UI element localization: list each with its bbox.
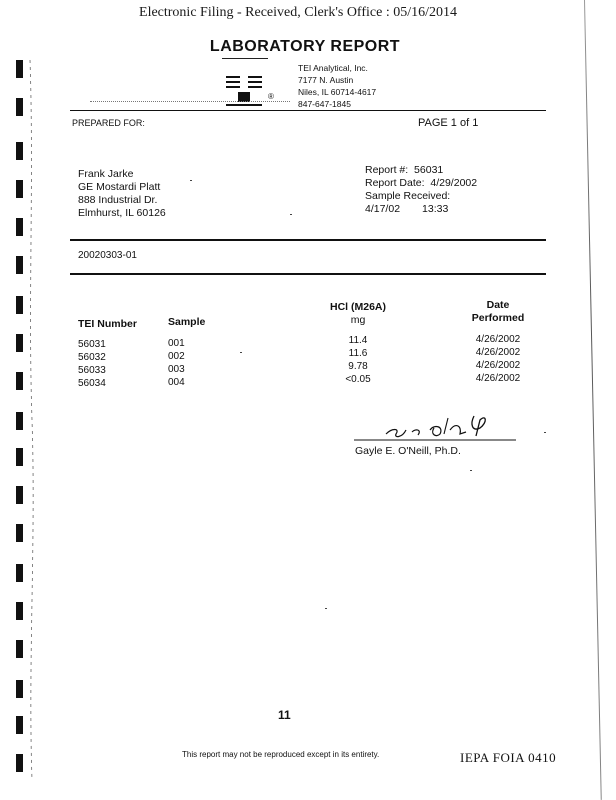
scan-speck <box>544 432 546 433</box>
report-date-label: Report Date: <box>365 177 425 189</box>
scan-speck <box>325 608 327 609</box>
lab-info <box>298 62 376 110</box>
cell-date: 4/26/2002 <box>475 373 521 384</box>
received-date: 4/17/02 <box>365 203 401 215</box>
tei-logo-icon <box>226 76 262 108</box>
signature-icon <box>350 410 520 444</box>
footer-note: This report may not be reproduced except in its entirety. <box>182 750 380 759</box>
section-rule-2 <box>70 273 546 275</box>
report-number: 56031 <box>414 164 444 176</box>
header-tei-number: TEI Number <box>78 318 137 330</box>
header-hcl-line1: HCl (M26A) <box>329 301 386 313</box>
cell-sample: 001 <box>168 338 185 349</box>
project-number: 20020303-01 <box>78 250 137 261</box>
cell-hcl: 11.6 <box>348 348 368 359</box>
header-date <box>458 299 538 325</box>
cell-date: 4/26/2002 <box>475 360 521 371</box>
cell-tei: 56032 <box>78 352 106 363</box>
page-count: 11 <box>278 708 291 722</box>
cell-hcl: 11.4 <box>348 335 368 346</box>
lab-phone: 847-647-1845 <box>298 99 351 109</box>
header-date-line1: Date <box>486 299 510 311</box>
header-hcl-line2: mg <box>350 314 366 326</box>
report-title: LABORATORY REPORT <box>209 38 401 55</box>
cell-sample: 004 <box>168 377 185 388</box>
cell-tei: 56034 <box>78 378 106 389</box>
cell-sample: 002 <box>168 351 185 362</box>
lab-address: 7177 N. Austin <box>298 75 354 85</box>
prepared-for-label: PREPARED FOR: <box>72 118 145 128</box>
client-city: Elmhurst, IL 60126 <box>78 207 166 219</box>
header-dotted-rule <box>90 101 290 102</box>
filing-stamp: Electronic Filing - Received, Clerk's Office : 05/16/2014 <box>139 5 457 20</box>
page-number: PAGE 1 of 1 <box>418 117 479 129</box>
client-company: GE Mostardi Platt <box>78 181 161 193</box>
header-sample: Sample <box>168 316 206 328</box>
cell-date: 4/26/2002 <box>475 334 521 345</box>
received-time: 13:33 <box>422 203 449 215</box>
report-info <box>365 164 477 216</box>
scan-speck <box>190 180 192 181</box>
scan-speck <box>240 352 242 353</box>
lab-city: Niles, IL 60714-4617 <box>298 87 377 97</box>
cell-hcl: <0.05 <box>345 374 371 385</box>
binder-holes-icon <box>12 60 36 780</box>
cell-date: 4/26/2002 <box>475 347 521 358</box>
header-date-line2: Performed <box>471 312 525 324</box>
cell-sample: 003 <box>168 364 185 375</box>
scan-speck <box>290 214 292 215</box>
report-number-label: Report #: <box>365 164 409 176</box>
lab-name: TEI Analytical, Inc. <box>298 63 368 73</box>
cell-hcl: 9.78 <box>348 361 368 372</box>
client-address <box>78 168 166 220</box>
cell-tei: 56033 <box>78 365 106 376</box>
report-date: 4/29/2002 <box>430 177 478 189</box>
right-edge-line <box>584 0 602 800</box>
foia-stamp: IEPA FOIA 0410 <box>460 750 557 765</box>
client-name: Frank Jarke <box>78 168 134 180</box>
signer-name: Gayle E. O'Neill, Ph.D. <box>355 445 461 457</box>
client-street: 888 Industrial Dr. <box>78 194 158 206</box>
header-hcl <box>318 301 398 327</box>
registered-mark-icon: ® <box>268 92 274 101</box>
scan-speck <box>470 470 472 471</box>
sample-received-label: Sample Received: <box>365 190 451 202</box>
section-rule-1 <box>70 239 546 241</box>
cell-tei: 56031 <box>78 339 106 350</box>
header-rule <box>70 110 546 111</box>
title-underline <box>222 58 268 59</box>
